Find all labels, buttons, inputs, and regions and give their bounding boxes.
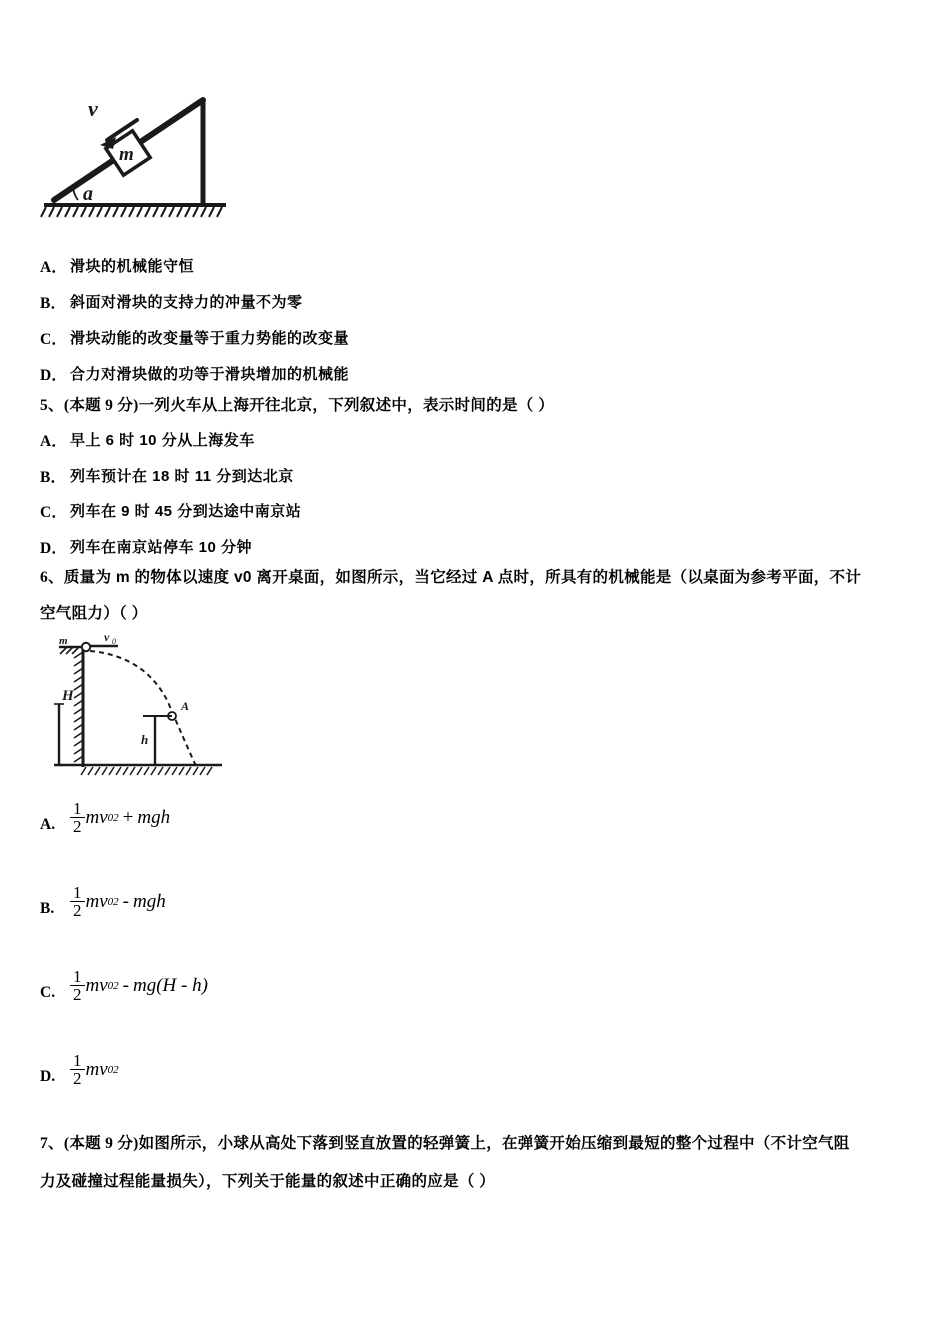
table-height-label: H [62, 688, 74, 704]
expr-superscript: 2 [113, 1063, 119, 1076]
expr-base: mv [85, 806, 108, 828]
q5-stem [40, 396, 554, 416]
ground-hatching [81, 767, 212, 775]
q6-option-d-label: D. [40, 1067, 56, 1085]
q5-option-d[interactable] [40, 539, 252, 558]
q7-stem-line2 [40, 1172, 495, 1192]
fraction-one-half [70, 1052, 85, 1088]
q5-option-a[interactable] [40, 432, 255, 451]
q7-stem-text-line1: 如图所示，小球从高处下落到竖直放置的轻弹簧上，在弹簧开始压缩到最短的整个过程中（不计空气阻 [138, 1135, 850, 1152]
q5-option-c[interactable] [40, 503, 301, 522]
fraction-numerator: 1 [73, 799, 82, 818]
inclined-plane-figure [40, 72, 230, 222]
expr-operator: - [122, 974, 129, 996]
mass-label: m [59, 635, 68, 647]
q5-stem-text: 一列火车从上海开往北京，下列叙述中，表示时间的是（ ） [138, 397, 555, 414]
q6-option-b-label: B. [40, 899, 55, 917]
q6-option-d-expr [70, 1052, 127, 1088]
expr-operator: + [122, 806, 134, 828]
projectile-figure [50, 632, 230, 782]
point-height-label: h [141, 732, 149, 747]
expr-subscript: 0 [107, 811, 114, 824]
velocity-label: v [88, 96, 98, 121]
expr-tail: mg(H - h) [132, 974, 208, 996]
q4-option-d-text: 合力对滑块做的功等于滑块增加的机械能 [70, 366, 350, 383]
q4-option-c-label: C． [40, 331, 68, 348]
q6-option-a[interactable] [40, 800, 170, 836]
q6-option-b[interactable] [40, 884, 166, 920]
q5-option-d-label: D． [40, 540, 68, 557]
q4-option-b[interactable] [40, 294, 303, 313]
q6-stem-line1 [40, 568, 930, 588]
q4-option-c-text: 滑块动能的改变量等于重力势能的改变量 [70, 330, 350, 347]
expr-subscript: 0 [107, 1063, 114, 1076]
point-a-label: A [181, 699, 190, 713]
q5-option-a-label: A． [40, 433, 68, 450]
q5-option-a-text: 早上 6 时 10 分从上海发车 [70, 432, 255, 449]
q4-option-a-text: 滑块的机械能守恒 [70, 258, 195, 275]
expr-operator: - [122, 890, 129, 912]
expr-subscript: 0 [107, 979, 114, 992]
expr-base: mv [85, 1058, 108, 1080]
expr-base: mv [85, 890, 108, 912]
q7-stem-text-line2: 力及碰撞过程能量损失），下列关于能量的叙述中正确的应是（ ） [40, 1173, 496, 1190]
q4-option-b-text: 斜面对滑块的支持力的冲量不为零 [70, 294, 303, 311]
q7-number: 7、 [40, 1135, 64, 1152]
q7-stem-line1 [40, 1134, 935, 1154]
expr-superscript: 2 [113, 895, 119, 908]
q5-number: 5、 [40, 397, 64, 414]
q5-option-b-label: B． [40, 469, 67, 486]
fraction-numerator: 1 [73, 883, 82, 902]
angle-label: a [83, 183, 93, 205]
fraction-denominator: 2 [70, 901, 85, 919]
expr-tail: mgh [132, 890, 166, 912]
q6-option-c-label: C. [40, 983, 56, 1001]
q4-option-a-label: A． [40, 259, 68, 276]
fraction-one-half [70, 968, 85, 1004]
ball-at-edge [82, 643, 90, 651]
q5-option-c-label: C． [40, 504, 68, 521]
q6-number: 6、 [40, 569, 64, 586]
q6-option-b-expr [70, 884, 166, 920]
q4-option-d[interactable] [40, 366, 349, 385]
q6-stem-line2 [40, 604, 147, 624]
expr-superscript: 2 [113, 979, 119, 992]
q5-option-d-text: 列车在南京站停车 10 分钟 [70, 539, 253, 556]
q6-option-d[interactable] [40, 1052, 127, 1088]
q6-option-c-expr [70, 968, 208, 1004]
expr-tail: mgh [137, 806, 171, 828]
initial-velocity-subscript: 0 [112, 637, 116, 646]
block-mass-label: m [119, 144, 134, 165]
q4-option-d-label: D． [40, 367, 68, 384]
q4-option-b-label: B． [40, 295, 67, 312]
fraction-one-half [70, 884, 85, 920]
q4-option-a[interactable] [40, 258, 194, 277]
fraction-denominator: 2 [70, 1069, 85, 1087]
q5-score-tag: (本题 9 分) [63, 397, 139, 414]
fraction-denominator: 2 [70, 985, 85, 1003]
q6-stem-text-line2: 空气阻力）（ ） [40, 605, 148, 622]
inclined-plane-svg [40, 72, 230, 222]
initial-velocity-label: v [104, 632, 110, 644]
q5-option-b-text: 列车预计在 18 时 11 分到达北京 [70, 468, 294, 485]
expr-base: mv [85, 974, 108, 996]
q6-option-c[interactable] [40, 968, 208, 1004]
fraction-one-half [70, 800, 85, 836]
ground-hatching [41, 207, 222, 217]
q6-stem-text-line1: 质量为 m 的物体以速度 v0 离开桌面，如图所示，当它经过 A 点时，所具有的机械能是（以桌面为参考平面，不计 [63, 569, 862, 586]
q7-score-tag: (本题 9 分) [63, 1135, 139, 1152]
fraction-numerator: 1 [73, 1051, 82, 1070]
q5-option-c-text: 列车在 9 时 45 分到达途中南京站 [70, 503, 302, 520]
q6-option-a-label: A. [40, 815, 56, 833]
q5-option-b[interactable] [40, 468, 294, 487]
q4-option-c[interactable] [40, 330, 349, 349]
q6-option-a-expr [70, 800, 170, 836]
fraction-denominator: 2 [70, 817, 85, 835]
expr-superscript: 2 [113, 811, 119, 824]
expr-subscript: 0 [107, 895, 114, 908]
fraction-numerator: 1 [73, 967, 82, 986]
projectile-svg [50, 632, 230, 782]
